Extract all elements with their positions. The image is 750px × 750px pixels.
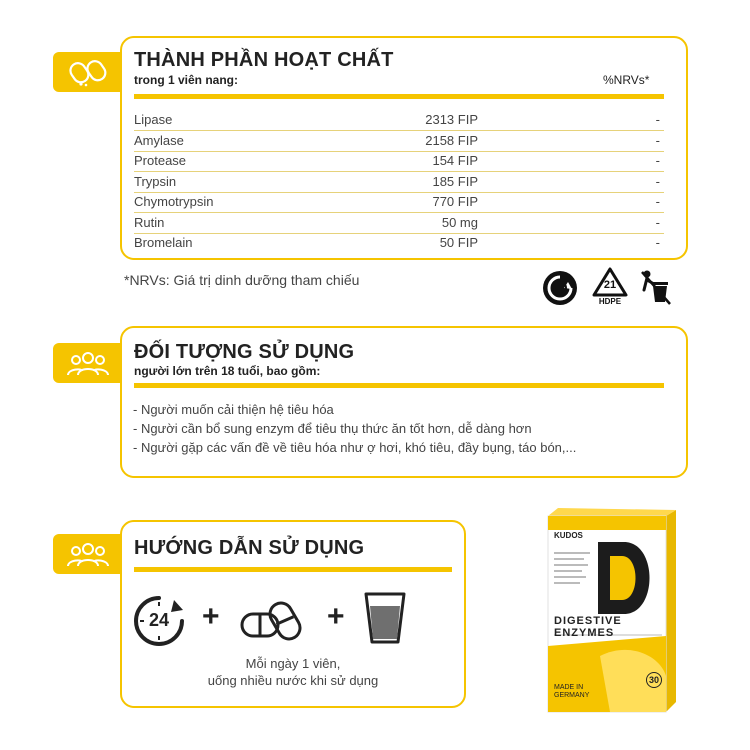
audience-subtitle: người lớn trên 18 tuổi, bao gồm:: [134, 364, 321, 378]
clock-label: 24: [148, 610, 170, 630]
ingredient-row: [134, 172, 664, 193]
ingredient-amount: 2158 FIP: [425, 132, 478, 148]
ingredient-name: Lipase: [134, 112, 173, 127]
ingredient-name: Chymotrypsin: [134, 194, 214, 209]
nrv-header: %NRVs*: [603, 73, 650, 87]
ingredient-name: Amylase: [134, 132, 184, 148]
ingredient-amount: 50 mg: [441, 214, 478, 230]
audience-title: ĐỐI TƯỢNG SỬ DỤNG: [134, 341, 355, 363]
product-name-line2: ENZYMES: [554, 627, 615, 639]
trash-bin-icon: [638, 268, 674, 306]
recycle-arrows-icon: [542, 270, 578, 306]
nrv-footnote: *NRVs: Giá trị dinh dưỡng tham chiếu: [124, 272, 360, 288]
ingredient-amount: 154 FIP: [432, 153, 478, 168]
capsule-tab: [53, 52, 123, 92]
audience-divider: [134, 383, 664, 388]
ingredient-nrv: -: [655, 153, 660, 168]
made-in-line1: MADE IN: [554, 684, 584, 691]
ingredient-amount: 770 FIP: [432, 194, 478, 209]
water-glass-icon: [362, 590, 408, 646]
people-tab: [53, 343, 123, 383]
hdpe-icon: [590, 266, 630, 308]
clock-24h-icon: [132, 594, 186, 648]
ingredients-title: THÀNH PHẦN HOẠT CHẤT: [134, 49, 394, 71]
audience-item: - Người cần bổ sung enzym để tiêu thụ thức ăn tốt hơn, dễ dàng hơn: [133, 421, 532, 436]
ingredient-row: [134, 110, 664, 131]
product-box: [540, 506, 678, 716]
usage-line-2: uống nhiều nước khi sử dụng: [207, 673, 379, 688]
capsules-icon: [238, 596, 316, 644]
people-icon: [65, 349, 111, 377]
ingredient-row: [134, 131, 664, 152]
usage-tab: [53, 534, 123, 574]
ingredient-nrv: -: [655, 235, 660, 250]
ingredient-row: [134, 213, 664, 234]
usage-divider: [134, 567, 452, 572]
ingredient-nrv: -: [655, 214, 660, 230]
ingredients-divider: [134, 94, 664, 99]
ingredients-subtitle: trong 1 viên nang:: [134, 73, 239, 87]
usage-title: HƯỚNG DẪN SỬ DỤNG: [134, 537, 365, 559]
ingredient-nrv: -: [655, 194, 660, 209]
ingredient-amount: 50 FIP: [439, 235, 478, 250]
hdpe-label: HDPE: [598, 297, 622, 306]
capsule-count: 30: [646, 672, 662, 688]
ingredient-name: Bromelain: [134, 235, 193, 250]
ingredient-nrv: -: [655, 132, 660, 148]
ingredient-nrv: -: [655, 173, 660, 189]
product-brand: KUDOS: [554, 531, 583, 540]
ingredient-row: [134, 233, 664, 253]
hdpe-number: 21: [603, 279, 617, 291]
plus-sign: +: [202, 600, 220, 633]
made-in-line2: GERMANY: [554, 692, 590, 699]
usage-line-1: Mỗi ngày 1 viên,: [245, 656, 341, 671]
audience-item: - Người muốn cải thiện hệ tiêu hóa: [133, 402, 334, 417]
product-name-line1: DIGESTIVE: [554, 615, 622, 627]
plus-sign: +: [327, 600, 345, 633]
audience-item: - Người gặp các vấn đề về tiêu hóa như ợ hơi, khó tiêu, đầy bụng, táo bón,...: [133, 440, 577, 455]
people-icon: [65, 540, 111, 568]
ingredient-amount: 185 FIP: [432, 173, 478, 189]
ingredient-name: Rutin: [134, 214, 165, 230]
ingredient-nrv: -: [655, 112, 660, 127]
ingredient-row: [134, 151, 664, 172]
capsule-icon: [69, 57, 107, 87]
ingredient-name: Trypsin: [134, 173, 177, 189]
ingredient-name: Protease: [134, 153, 187, 168]
ingredient-amount: 2313 FIP: [425, 112, 478, 127]
ingredient-row: [134, 192, 664, 213]
